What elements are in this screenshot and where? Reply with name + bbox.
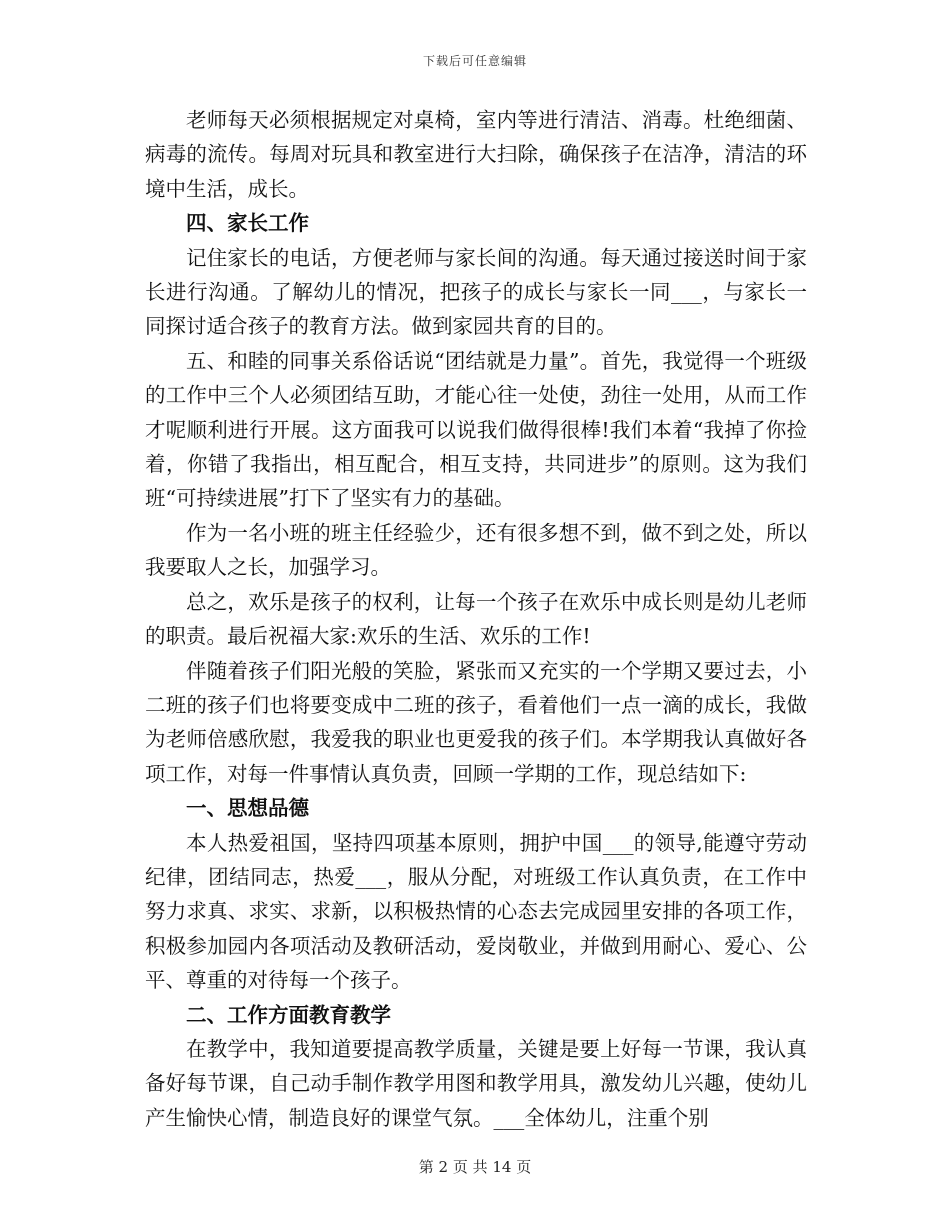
page-header: 下载后可任意编辑 — [422, 54, 527, 68]
paragraph-hygiene: 老师每天必须根据规定对桌椅，室内等进行清洁、消毒。杜绝细菌、病毒的流传。每周对玩具和教室进行大扫除，确保孩子在洁净，清洁的环境中生活，成长。 — [145, 108, 807, 201]
paragraph-semester-intro: 伴随着孩子们阳光般的笑脸，紧张而又充实的一个学期又要过去，小二班的孩子们也将要变成中二班的孩子，看着他们一点一滴的成长，我做为老师倍感欣慰，我爱我的职业也更爱我的孩子们。本学期我认真做好各项工作，对每一件事情认真负责，回顾一学期的工作，现总结如下: — [145, 658, 807, 786]
heading-parent-work: 四、家长工作 — [186, 211, 309, 236]
heading-ideology: 一、思想品德 — [186, 796, 309, 821]
document-body — [145, 103, 807, 1135]
paragraph-teaching: 在教学中，我知道要提高教学质量，关键是要上好每一节课，我认真备好每节课，自己动手制作教学用图和教学用具，激发幼儿兴趣，使幼儿产生愉快心情，制造良好的课堂气氛。___全体幼儿，注重个别 — [145, 1036, 807, 1130]
paragraph-colleague-relations: 五、和睦的同事关系俗话说“团结就是力量”。首先，我觉得一个班级的工作中三个人必须团结互助，才能心往一处使，劲往一处用，从而工作才呢顺利进行开展。这方面我可以说我们做得很棒!我们本着“我掉了你捡着，你错了我指出，相互配合，相互支持，共同进步”的原则。这为我们班“可持续进展”打下了坚实有力的基础。 — [145, 348, 807, 511]
paragraph-learning: 作为一名小班的班主任经验少，还有很多想不到，做不到之处，所以我要取人之长，加强学习。 — [145, 520, 807, 580]
heading-teaching: 二、工作方面教育教学 — [186, 1002, 391, 1027]
page-number: 第 2 页 共 14 页 — [418, 1158, 532, 1176]
paragraph-summary: 总之，欢乐是孩子的权利，让每一个孩子在欢乐中成长则是幼儿老师的职责。最后祝福大家:欢乐的生活、欢乐的工作! — [145, 589, 807, 649]
paragraph-ideology: 本人热爱祖国，坚持四项基本原则，拥护中国___的领导,能遵守劳动纪律，团结同志，热爱___，服从分配，对班级工作认真负责，在工作中努力求真、求实、求新，以积极热情的心态去完成园里安排的各项工作，积极参加园内各项活动及教研活动，爱岗敬业，并做到用耐心、爱心、公平、尊重的对待每一个孩子。 — [145, 830, 807, 993]
paragraph-parent-work: 记住家长的电话，方便老师与家长间的沟通。每天通过接送时间于家长进行沟通。了解幼儿的情况，把孩子的成长与家长一同___，与家长一同探讨适合孩子的教育方法。做到家园共育的目的。 — [145, 245, 807, 339]
